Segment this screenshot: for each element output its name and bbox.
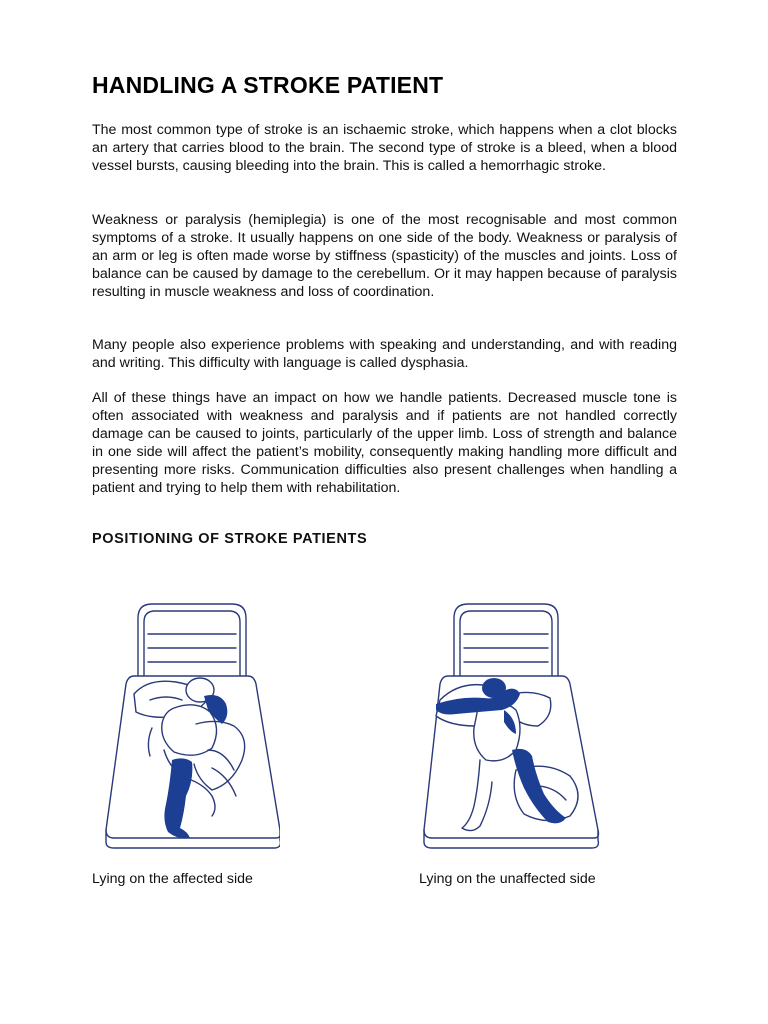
figure-caption-affected: Lying on the affected side [92, 871, 253, 887]
paragraph-weakness-paralysis: Weakness or paralysis (hemiplegia) is one of the most recognisable and most common symptoms of a stroke. It usually happens on one side of the body. Weakness or paralysis of an arm or leg is often made worse by stiffness (spasticity) of the muscles and joints. Loss of balance can be caused by damage to the cerebellum. Or it may happen because of paralysis resulting in muscle weakness and loss of coordination. [92, 212, 677, 300]
page-title: HANDLING A STROKE PATIENT [92, 72, 444, 98]
section-heading-positioning: POSITIONING OF STROKE PATIENTS [92, 531, 368, 547]
paragraph-stroke-types: The most common type of stroke is an ischaemic stroke, which happens when a clot blocks an artery that carries blood to the brain. The second type of stroke is a bleed, when a blood vessel bursts, causing bleeding into the brain. This is called a hemorrhagic stroke. [92, 122, 677, 174]
illustration-unaffected-side [420, 600, 605, 850]
illustration-affected-side [100, 600, 280, 850]
paragraph-dysphasia: Many people also experience problems with speaking and understanding, and with reading and writing. This difficulty with language is called dysphasia. [92, 337, 677, 371]
figure-caption-unaffected: Lying on the unaffected side [419, 871, 596, 887]
paragraph-handling-impact: All of these things have an impact on how we handle patients. Decreased muscle tone is often associated with weakness and paralysis and if patients are not handled correctly damage can be caused to joints, particularly of the upper limb. Loss of strength and balance in one side will affect the patient’s mobility, consequently making handling more difficult and presenting more risks. Communication difficulties also present challenges when handling a patient and trying to help them with rehabilitation. [92, 390, 677, 496]
